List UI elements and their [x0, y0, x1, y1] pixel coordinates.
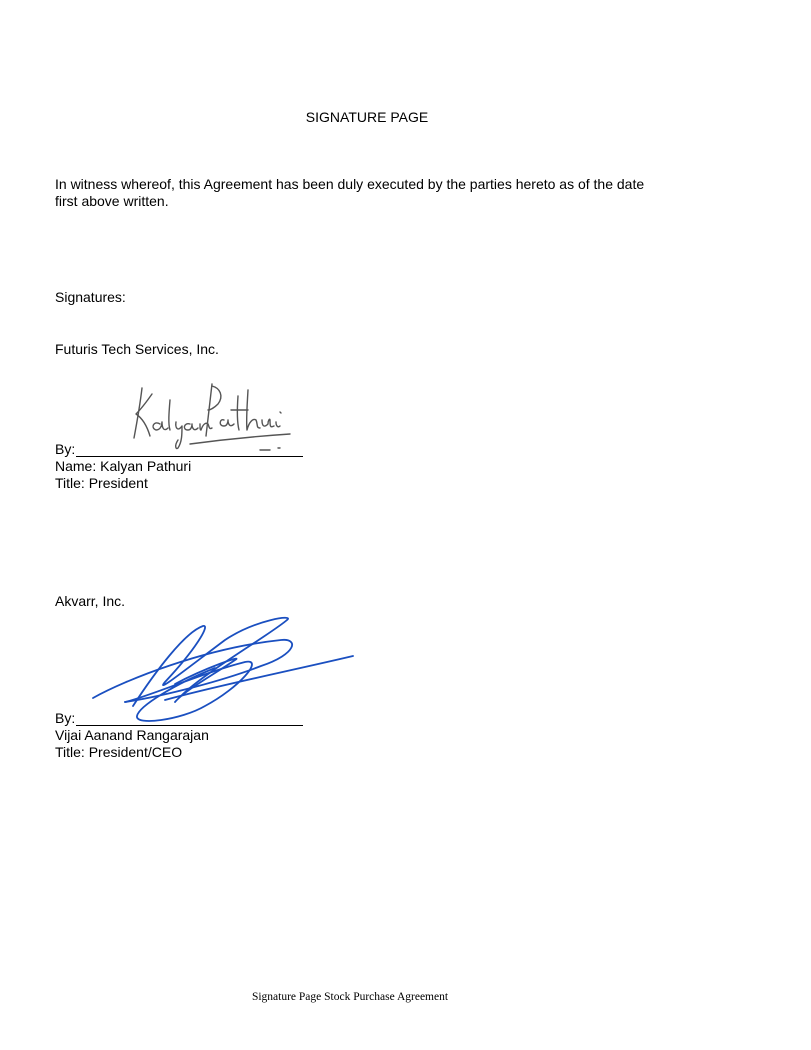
party-1-signature-line — [76, 456, 303, 457]
page-title: SIGNATURE PAGE — [305, 109, 429, 125]
party-1-handwritten-signature — [120, 380, 295, 460]
party-1-signer-title: Title: President — [55, 475, 148, 491]
party-1-signer-name: Name: Kalyan Pathuri — [55, 458, 192, 474]
party-2-company: Akvarr, Inc. — [55, 593, 126, 609]
page-footer: Signature Page Stock Purchase Agreement — [251, 991, 449, 1003]
party-2-by-label: By: — [55, 710, 76, 726]
party-2-signer-name: Vijai Aanand Rangarajan — [55, 727, 209, 743]
witness-clause: In witness whereof, this Agreement has been duly executed by the parties hereto as of the date first above written. — [55, 176, 645, 209]
party-2-signer-title: Title: President/CEO — [55, 744, 183, 760]
party-1-by-label: By: — [55, 441, 76, 457]
party-1-company: Futuris Tech Services, Inc. — [55, 341, 219, 357]
party-2-signature-line — [76, 725, 303, 726]
signatures-label: Signatures: — [55, 289, 126, 305]
party-2-handwritten-signature — [85, 610, 365, 730]
